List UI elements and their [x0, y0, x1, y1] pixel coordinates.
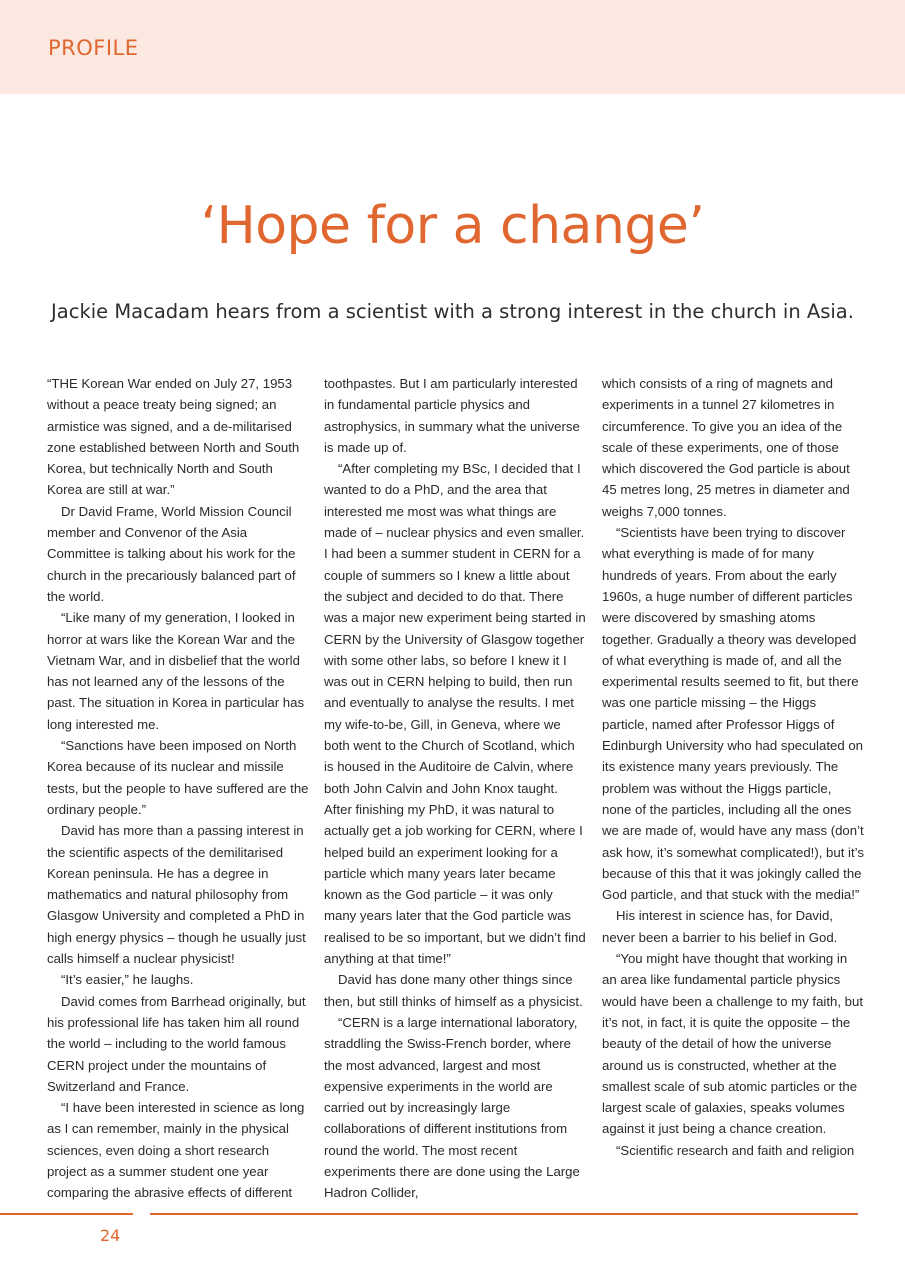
footer-rule-right — [150, 1213, 858, 1215]
footer-rule-left — [0, 1213, 133, 1215]
paragraph: “Scientists have been trying to discover what everything is made of for many hundreds of years. From about the early 1960s, a huge number of different particles were discovered by smashing atoms together. Gradually a theory was developed of what everything is made of, and all the experimental results seemed to fit, but there was one particle missing – the Higgs particle, named after Professor Higgs of Edinburgh University who had speculated on its existence many years previously. The problem was without the Higgs particle, none of the particles, including all the ones we are made of, would have any mass (don’t ask how, it’s somewhat complicated!), but it’s because of this that it was jokingly called the God particle, and that stuck with the media!” — [602, 525, 864, 903]
paragraph: “CERN is a large international laboratory, straddling the Swiss-French border, where the most advanced, largest and most expensive experiments in the world are carried out by increasingly large collaborations of different institutions from round the world. The most recent experiments there are done using the Large Hadron Collider, — [324, 1014, 580, 1201]
paragraph: “I have been interested in science as long as I can remember, mainly in the physical sciences, even doing a short research project as a summer student one year comparing the abrasive effects of different — [47, 1100, 305, 1201]
paragraph: “You might have thought that working in an area like fundamental particle physics would have been a challenge to my faith, but it’s not, in fact, it is quite the opposite – the beauty of the detail of how the universe around us is constructed, whether at the smallest scale of sub atomic particles or the largest scale of galaxies, speaks volumes against it just being a chance creation. — [602, 951, 863, 1137]
paragraph: “After completing my BSc, I decided that I wanted to do a PhD, and the area that interested me most was what things are made of – nuclear physics and even smaller. I had been a summer student in CERN for a couple of summers so I knew a little about the subject and decided to do that. There was a major new experiment being started in CERN by the University of Glasgow together with some other labs, so before I knew it I was out in CERN helping to build, then run and eventually to analyse the results. I met my wife-to-be, Gill, in Geneva, where we both went to the Church of Scotland, which is housed in the Auditoire de Calvin, where both John Calvin and John Knox taught. After finishing my PhD, it was natural to actually get a job working for CERN, where I helped build an experiment looking for a particle which many years later became known as the God particle – it was only many years later that the God particle was realised to be so important, but we didn’t find anything at that time!” — [324, 461, 586, 967]
paragraph: David has done many other things since then, but still thinks of himself as a physicist. — [324, 972, 583, 1009]
text-column-2 — [324, 373, 586, 1204]
paragraph: David comes from Barrhead originally, but his professional life has taken him all round the world – including to the world famous CERN project under the mountains of Switzerland and France. — [47, 993, 306, 1094]
paragraph: David has more than a passing interest in the scientific aspects of the demilitarised Korean peninsula. He has a degree in mathematics and natural philosophy from Glasgow University and completed a PhD in high energy physics – though he usually just calls himself a nuclear physicist! — [47, 823, 306, 967]
article-standfirst: Jackie Macadam hears from a scientist with a strong interest in the church in Asia. — [51, 300, 854, 323]
article-title: ‘Hope for a change’ — [200, 196, 705, 256]
paragraph: “THE Korean War ended on July 27, 1953 without a peace treaty being signed; an armistice was signed, and a de-militarised zone established between North and South Korea, but technically North and South Korea are still at war.” — [47, 376, 300, 498]
paragraph: “Scientific research and faith and religion — [616, 1142, 855, 1158]
text-column-1 — [47, 373, 309, 1204]
paragraph: “It’s easier,” he laughs. — [61, 972, 194, 988]
section-label: PROFILE — [48, 36, 139, 60]
text-column-3 — [602, 373, 864, 1161]
paragraph: Dr David Frame, World Mission Council member and Convenor of the Asia Committee is talking about his work for the church in the precariously balanced part of the world. — [47, 503, 296, 604]
paragraph: “Like many of my generation, I looked in horror at wars like the Korean War and the Vietnam War, and in disbelief that the world has not learned any of the lessons of the past. The situation in Korea in particular has long interested me. — [47, 610, 305, 732]
paragraph: His interest in science has, for David, never been a barrier to his belief in God. — [602, 908, 838, 945]
paragraph: “Sanctions have been imposed on North Korea because of its nuclear and missile tests, but the people to have suffered are the ordinary people.” — [47, 738, 309, 817]
paragraph: toothpastes. But I am particularly interested in fundamental particle physics and astrophysics, in summary what the universe is made up of. — [324, 376, 580, 455]
page-number: 24 — [100, 1226, 121, 1245]
paragraph: which consists of a ring of magnets and experiments in a tunnel 27 kilometres in circumference. To give you an idea of the scale of these experiments, one of those which discovered the God particle is about 45 metres long, 25 metres in diameter and weighs 7,000 tonnes. — [602, 376, 850, 519]
